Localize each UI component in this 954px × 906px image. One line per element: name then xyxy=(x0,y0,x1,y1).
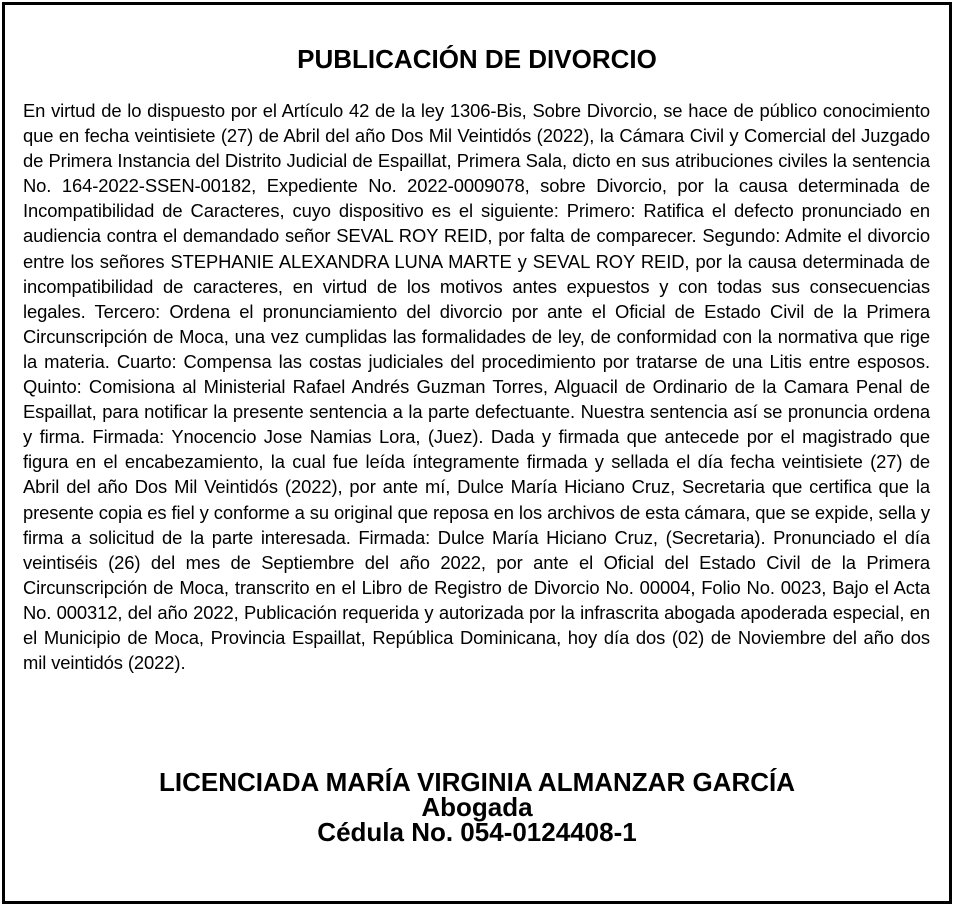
signer-id: Cédula No. 054-0124408-1 xyxy=(317,817,637,847)
notice-body: En virtud de lo dispuesto por el Artículo 42 de la ley 1306-Bis, Sobre Divorcio, se hace de público conocimiento que en fecha veintisiete (27) de Abril del año Dos Mil Veintidós (2022), la Cámara Civil y Comercial del Juzgado de Primera Instancia del Distrito Judicial de Espaillat, Primera Sala, dicto en sus atribuciones civiles la sentencia No. 164-2022-SSEN-00182, Expediente No. 2022-0009078, sobre Divorcio, por la causa determinada de Incompatibilidad de Caracteres, cuyo dispositivo es el siguiente: Primero: Ratifica el defecto pronunciado en audiencia contra el demandado señor SEVAL ROY REID, por falta de comparecer. Segundo: Admite el divorcio entre los señores STEPHANIE ALEXANDRA LUNA MARTE y SEVAL ROY REID, por la causa determinada de incompatibilidad de caracteres, en virtud de los motivos antes expuestos y con todas sus consecuencias legales. Tercero: Ordena el pronunciamiento del divorcio por ante el Oficial de Estado Civil de la Primera Circunscripción de Moca, una vez cumplidas las formalidades de ley, de conformidad con la normativa que rige la materia. Cuarto: Compensa las costas judiciales del procedimiento por tratarse de una Litis entre esposos. Quinto: Comisiona al Ministerial Rafael Andrés Guzman Torres, Alguacil de Ordinario de la Camara Penal de Espaillat, para notificar la presente sentencia a la parte defectuante. Nuestra sentencia así se pronuncia ordena y firma. Firmada: Ynocencio Jose Namias Lora, (Juez). Dada y firmada que antecede por el magistrado que figura en el encabezamiento, la cual fue leída íntegramente firmada y sellada el día fecha veintisiete (27) de Abril del año Dos Mil Veintidós (2022), por ante mí, Dulce María Hiciano Cruz, Secretaria que certifica que la presente copia es fiel y conforme a su original que reposa en los archivos de esta cámara, que se expide, sella y firma a solicitud de la parte interesada. Firmada: Dulce María Hiciano Cruz, (Secretaria). Pronunciado el día veintiséis (26) del mes de Septiembre del año 2022, por ante el Oficial del Estado Civil de la Primera Circunscripción de Moca, transcrito en el Libro de Registro de Divorcio No. 00004, Folio No. 0023, Bajo el Acta No. 000312, del año 2022, Publicación requerida y autorizada por la infrascrita abogada apoderada especial, en el Municipio de Moca, Provincia Espaillat, República Dominicana, hoy día dos (02) de Noviembre del año dos mil veintidós (2022). xyxy=(23,100,930,674)
signer-role: Abogada xyxy=(421,792,533,822)
signature-block xyxy=(5,767,949,847)
signer-name: LICENCIADA MARÍA VIRGINIA ALMANZAR GARCÍA xyxy=(159,767,795,797)
notice-title: PUBLICACIÓN DE DIVORCIO xyxy=(297,44,657,74)
divorce-notice xyxy=(2,2,952,904)
